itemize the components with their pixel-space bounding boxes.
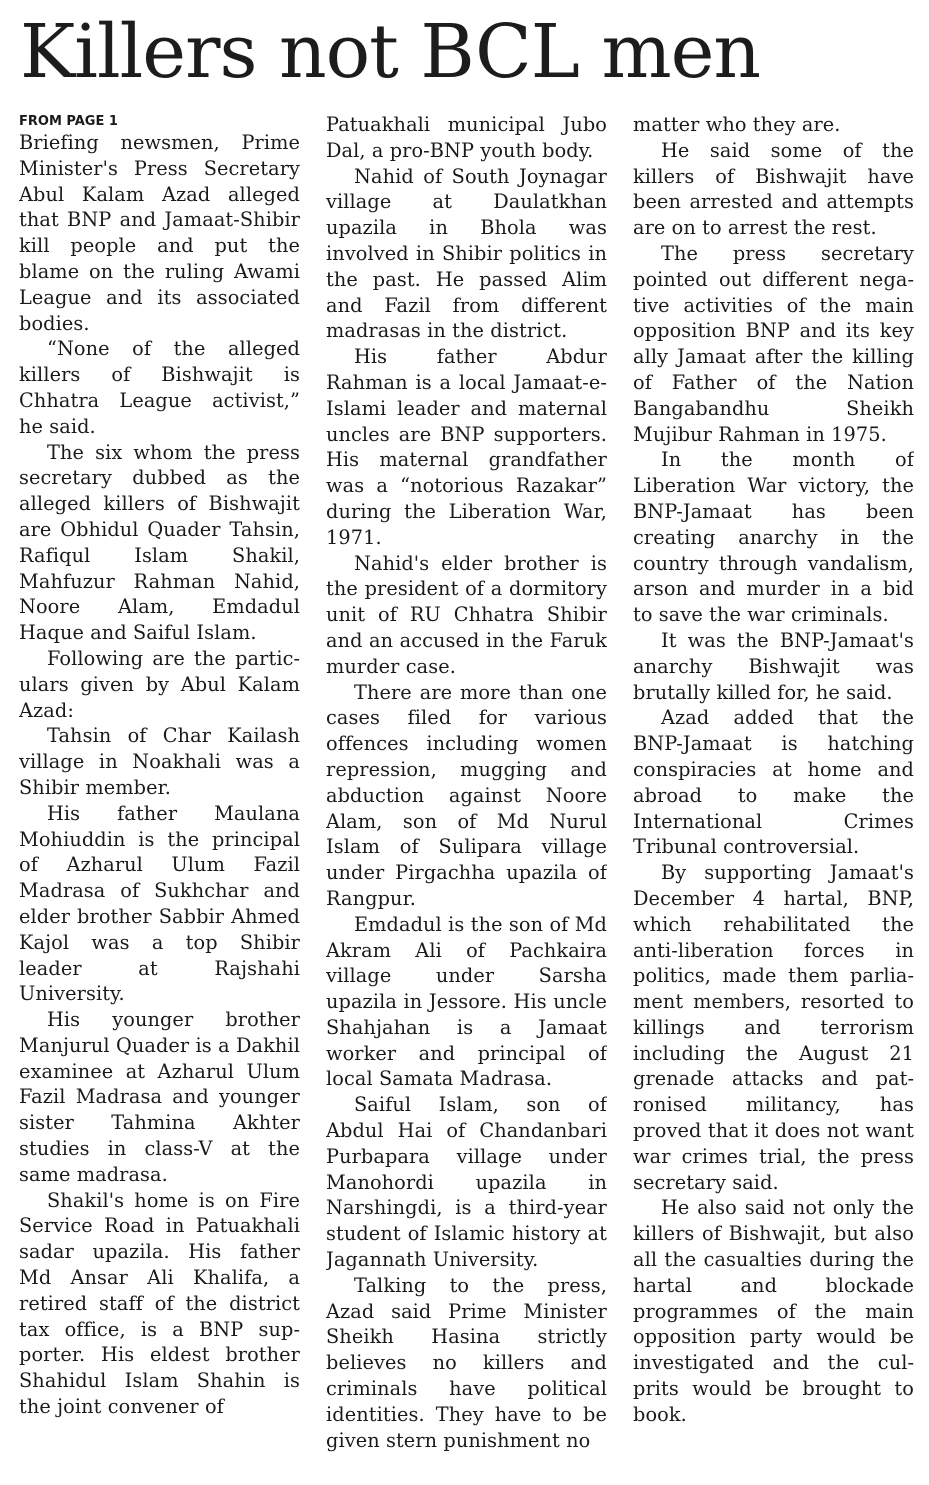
paragraph: The six whom the press secretary dubbed as the alleged killers of Bishwajit are Obhidul Quader Tahsin, Rafiqul Islam Shakil, Mahfuzur Rahman Nahid, Noore Alam, Emdadul Haque and Saiful Islam. [19, 440, 300, 645]
paragraph: The press secretary pointed out different negative activities of the main opposition BNP and its key ally Jamaat after the killing of Father of the Nation Bangabandhu Sheikh Mujibur Rahman in 1975. [633, 241, 914, 446]
article-column-3 [633, 112, 914, 1480]
paragraph: His father Abdur Rahman is a local Jamaat-e-Islami leader and maternal uncles are BNP supporters. His maternal grandfather was a “notorious Razakar” during the Liberation War, 1971. [326, 345, 607, 549]
paragraph: Briefing newsmen, Prime Minister's Press Secretary Abul Kalam Azad alleged that BNP and Jamaat-Shibir kill people and put the blame on the ruling Awami League and its associated bodies. [19, 131, 300, 335]
article-column-2 [326, 112, 607, 1480]
paragraph: In the month of Liberation War victory, the BNP-Jamaat has been creating anarchy in the country through vandalism, arson and murder in a bid to save the war criminals. [633, 448, 914, 627]
paragraph: Azad added that the BNP-Jamaat is hatching conspiracies at home and abroad to make the International Crimes Tribunal controversial. [633, 706, 914, 859]
paragraph: He also said not only the killers of Bishwajit, but also all the casualties during the hartal and blockade programmes of the main opposition party would be investigated and the culprits would be brought to book. [633, 1196, 914, 1426]
paragraph: Patuakhali municipal Jubo Dal, a pro-BNP youth body. [326, 113, 607, 162]
paragraph: Saiful Islam, son of Abdul Hai of Chandanbari Purbapara village under Manohordi upazila in Narshingdi, is a third-year student of Islamic history at Jagannath University. [326, 1093, 607, 1272]
headline: Killers not BCL men [20, 9, 761, 95]
article-body [19, 112, 915, 1480]
paragraph: He said some of the killers of Bishwajit have been arrested and attempts are on to arrest the rest. [633, 138, 914, 240]
paragraph: matter who they are. [633, 113, 841, 136]
paragraph: His father Maulana Mohiuddin is the principal of Azharul Ulum Fazil Madrasa of Sukhchar and elder brother Sabbir Ahmed Kajol was a top Shibir leader at Rajshahi University. [19, 801, 300, 1006]
paragraph: Nahid's elder brother is the president of a dormitory unit of RU Chhatra Shibir and an accused in the Faruk murder case. [326, 551, 607, 678]
paragraph: His younger brother Manjurul Quader is a Dakhil examinee at Azharul Ulum Fazil Madrasa and younger sister Tahmina Akhter studies in class-V at the same madrasa. [19, 1008, 300, 1186]
paragraph: Talking to the press, Azad said Prime Minister Sheikh Hasina strictly believes no killers and criminals have political identities. They have to be given stern punishment no [326, 1273, 607, 1452]
paragraph: There are more than one cases filed for various offences including women repression, mugging and abduction against Noore Alam, son of Md Nurul Islam of Sulipara village under Pirgachha upazila of Rangpur. [326, 680, 607, 910]
paragraph: “None of the alleged killers of Bishwajit is Chhatra League activist,” he said. [19, 337, 300, 438]
paragraph: Shakil's home is on Fire Service Road in Patuakhali sadar upazila. His father Md Ansar Ali Khalifa, a retired staff of the district tax office, is a BNP supporter. His eldest brother Shahidul Islam Shahin is the joint convener of [19, 1188, 300, 1419]
paragraph: Following are the particulars given by Abul Kalam Azad: [19, 646, 300, 722]
paragraph: By supporting Jamaat's December 4 hartal, BNP, which rehabilitated the anti-liberation forces in politics, made them parliament members, resorted to killings and terrorism including the August 21 grenade attacks and patronised militancy, has proved that it does not want war crimes trial, the press secretary said. [633, 861, 914, 1194]
paragraph: Emdadul is the son of Md Akram Ali of Pachkaira village under Sarsha upazila in Jessore. His uncle Shahjahan is a Jamaat worker and principal of local Samata Madrasa. [326, 912, 607, 1091]
article-column-1 [19, 112, 300, 1480]
paragraph: Nahid of South Joynagar village at Daulatkhan upazila in Bhola was involved in Shibir politics in the past. He passed Alim and Fazil from different madrasas in the district. [326, 164, 607, 343]
continuation-tag: FROM PAGE 1 [19, 114, 118, 129]
paragraph: Tahsin of Char Kailash village in Noakhali was a Shibir member. [19, 724, 300, 799]
paragraph: It was the BNP-Jamaat's anarchy Bishwajit was brutally killed for, he said. [633, 628, 914, 704]
